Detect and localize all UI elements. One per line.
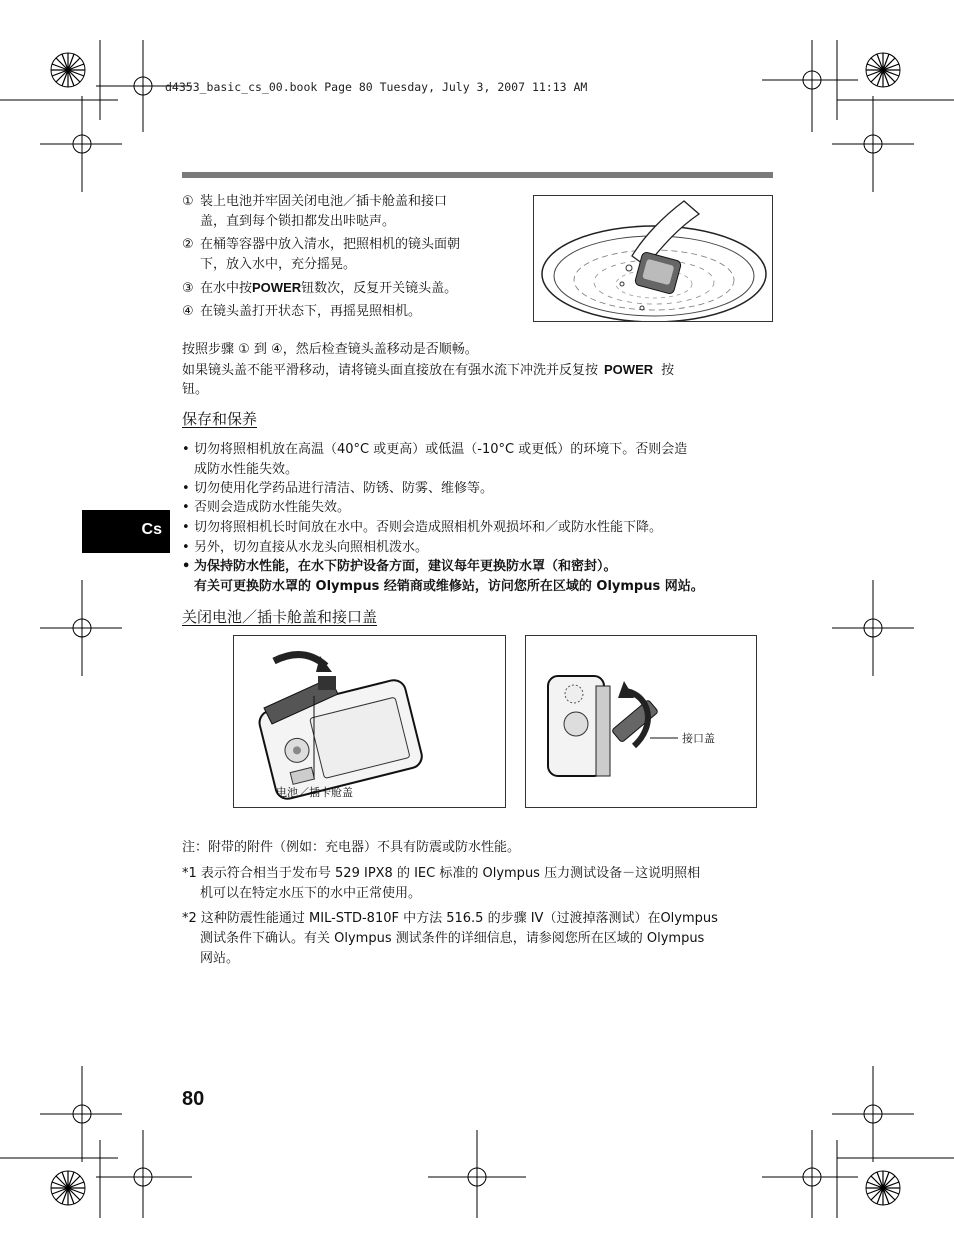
accessories-note: 注：附带的附件（例如：充电器）不具有防震或防水性能。: [182, 840, 521, 855]
language-side-tab: Cs: [82, 510, 170, 553]
section-top-bar: [182, 172, 773, 178]
bullet-temperature: • 切勿将照相机放在高温（40°C 或更高）或低温（-10°C 或更低）的环境下。否则会造 成防水性能失效。: [182, 442, 688, 477]
power-button-label: POWER: [252, 280, 302, 295]
bowl-water-drawing: [534, 196, 772, 321]
battery-card-cover-illustration: [233, 635, 506, 808]
footnote-2: *2 这种防震性能通过 MIL-STD-810F 中方法 516.5 的步骤 IV（过渡掉落测试）在Olympus 测试条件下确认。有关 Olympus 测试条件的详细信息，请参阅您所在区域的 Olympus 网站。: [182, 911, 718, 966]
check-instruction-line3: 钮。: [182, 382, 209, 397]
page-number: 80: [182, 1088, 205, 1110]
bullet-chemicals: • 切勿使用化学药品进行清洁、防锈、防雾、维修等。: [182, 481, 494, 496]
section-heading-storage-care: 保存和保养: [182, 410, 258, 428]
step-2: ② 在桶等容器中放入清水，把照相机的镜头面朝 下，放入水中，充分摇晃。: [182, 237, 461, 272]
bullet-waterproof-failure: • 否则会造成防水性能失效。: [182, 500, 351, 515]
bullet-tap-water: • 另外，切勿直接从水龙头向照相机泼水。: [182, 540, 429, 555]
step-1: ① 装上电池并牢固关闭电池／插卡舱盖和接口 盖，直到每个锁扣都发出咔哒声。: [182, 194, 448, 229]
connector-cover-illustration: [525, 635, 757, 808]
bullet-long-submersion: • 切勿将照相机长时间放在水中。否则会造成照相机外观损坏和／或防水性能下降。: [182, 520, 663, 535]
battery-card-cover-caption: 电池／插卡舱盖: [276, 786, 353, 799]
book-header-info: d4353_basic_cs_00.book Page 80 Tuesday, July 3, 2007 11:13 AM: [165, 80, 588, 94]
camera-side-drawing: [526, 636, 756, 807]
step-3: ③ 在水中按POWER钮数次，反复开关镜头盖。: [182, 280, 458, 296]
check-instruction-line1: 按照步骤 ① 到 ④，然后检查镜头盖移动是否顺畅。: [182, 342, 478, 357]
power-button-label: POWER: [604, 362, 654, 377]
section-heading-close-covers: 关闭电池／插卡舱盖和接口盖: [182, 608, 378, 626]
camera-back-drawing: [234, 636, 505, 807]
check-instruction-line2: 如果镜头盖不能平滑移动，请将镜头面直接放在有强水流下冲洗并反复按 POWER 按: [182, 362, 675, 378]
footnote-1: *1 表示符合相当于发布号 529 IPX8 的 IEC 标准的 Olympus 压力测试设备－这说明照相 机可以在特定水压下的水中正常使用。: [182, 866, 701, 901]
bullet-annual-replacement: • 为保持防水性能，在水下防护设备方面，建议每年更换防水罩（和密封）。 有关可更换防水罩的 Olympus 经销商或维修站，访问您所在区域的 Olympus 网站。: [182, 559, 704, 594]
step-4: ④ 在镜头盖打开状态下，再摇晃照相机。: [182, 304, 422, 319]
water-test-illustration: [533, 195, 773, 322]
connector-cover-caption: 接口盖: [682, 732, 715, 745]
